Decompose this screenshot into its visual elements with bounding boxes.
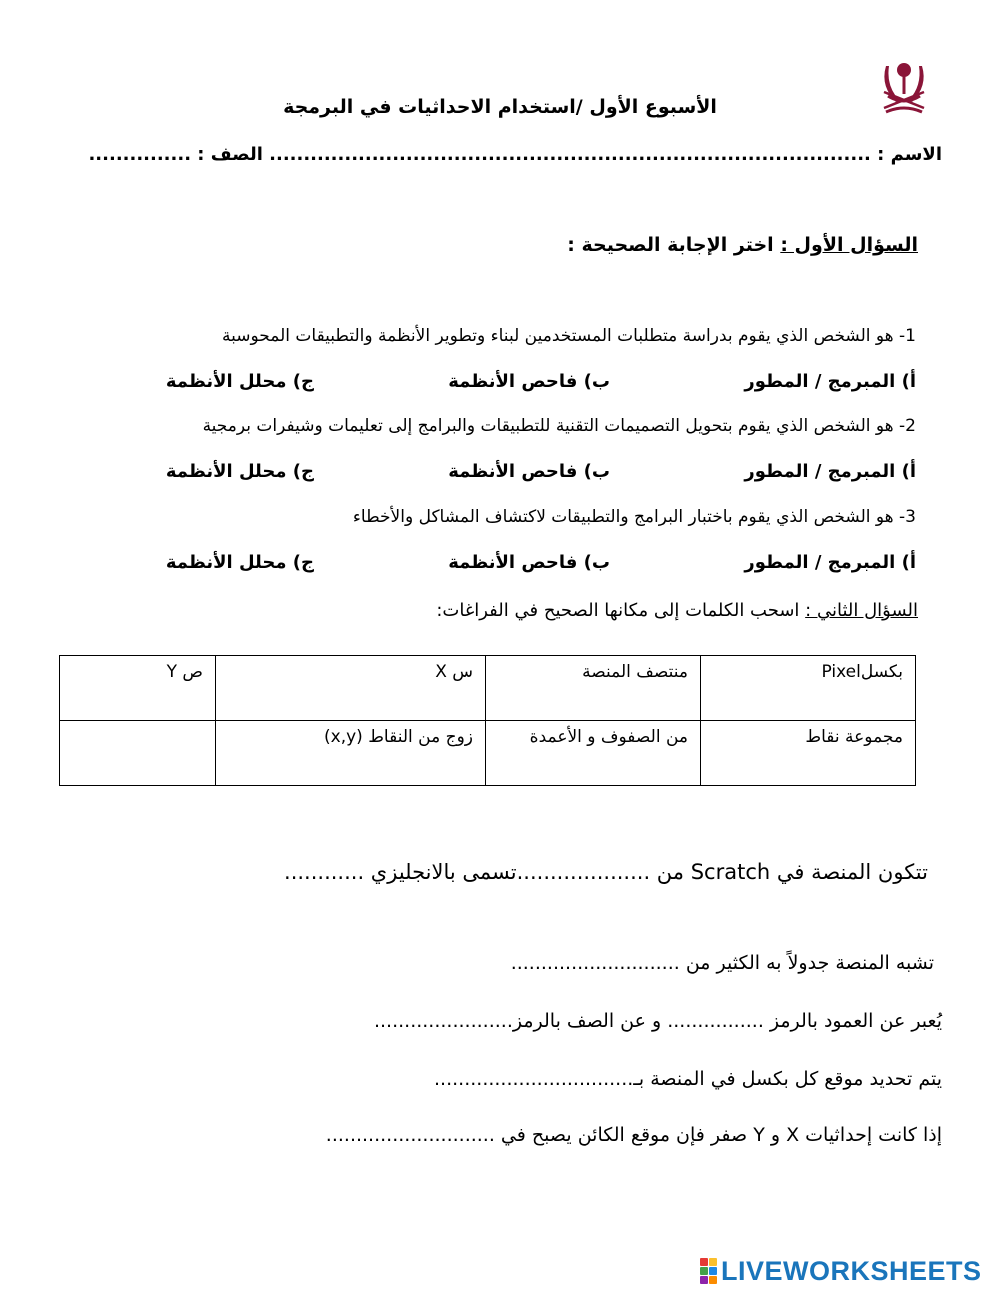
question-3-text: 3- هو الشخص الذي يقوم باختبار البرامج والتطبيقات لاكتشاف المشاكل والأخطاء	[352, 507, 916, 527]
question1-heading	[567, 234, 918, 256]
page-title: الأسبوع الأول /استخدام الاحداثيات في البرمجة	[283, 96, 717, 118]
fill-sentence-1[interactable]: تتكون المنصة في Scratch من ....................تسمى بالانجليزي ............	[284, 860, 928, 884]
question1-label: السؤال الأول :	[780, 234, 918, 256]
fill-sentence-3[interactable]: يُعبر عن العمود بالرمز ................ و عن الصف بالرمز.......................	[373, 1010, 942, 1032]
question-2-text: 2- هو الشخص الذي يقوم بتحويل التصميمات التقنية للتطبيقات والبرامج إلى تعليمات وشيفرات برمجية	[202, 416, 916, 436]
q2-option-c[interactable]: ج) محلل الأنظمة	[165, 461, 314, 482]
q3-option-a[interactable]: أ) المبرمج / المطور	[744, 552, 916, 573]
logo-badge-icon	[700, 1258, 717, 1284]
q2-option-a[interactable]: أ) المبرمج / المطور	[744, 461, 916, 482]
question-1-text: 1- هو الشخص الذي يقوم بدراسة متطلبات المستخدمين لبناء وتطوير الأنظمة والتطبيقات المحوسبة	[222, 326, 916, 346]
word-pixel[interactable]: بكسلPixel	[701, 656, 916, 721]
liveworksheets-logo	[700, 1256, 982, 1286]
question2-instruction: اسحب الكلمات إلى مكانها الصحيح في الفراغات:	[436, 600, 806, 621]
q1-option-a[interactable]: أ) المبرمج / المطور	[744, 371, 916, 392]
word-bank-table	[59, 655, 916, 786]
word-point-pair[interactable]: زوج من النقاط (x,y)	[216, 721, 486, 786]
word-stage-center[interactable]: منتصف المنصة	[486, 656, 701, 721]
word-set-of-points[interactable]: مجموعة نقاط	[701, 721, 916, 786]
q3-option-b[interactable]: ب) فاحص الأنظمة	[448, 552, 610, 573]
word-empty-cell	[60, 721, 216, 786]
word-y[interactable]: ص Y	[60, 656, 216, 721]
logo-text: LIVEWORKSHEETS	[721, 1255, 982, 1286]
q2-option-b[interactable]: ب) فاحص الأنظمة	[448, 461, 610, 482]
question1-instruction: اختر الإجابة الصحيحة :	[567, 234, 781, 256]
q1-option-b[interactable]: ب) فاحص الأنظمة	[448, 371, 610, 392]
q3-option-c[interactable]: ج) محلل الأنظمة	[165, 552, 314, 573]
name-class-line[interactable]: الاسم : ........................................................................................ الصف : ...............	[88, 144, 942, 165]
question2-label: السؤال الثاني :	[805, 600, 918, 621]
word-bank-row	[60, 656, 916, 721]
word-bank-row	[60, 721, 916, 786]
q1-option-c[interactable]: ج) محلل الأنظمة	[165, 371, 314, 392]
word-rows-and-columns[interactable]: من الصفوف و الأعمدة	[486, 721, 701, 786]
fill-sentence-5[interactable]: إذا كانت إحداثيات X و Y صفر فإن موقع الكائن يصبح في ............................	[325, 1124, 942, 1146]
fill-sentence-4[interactable]: يتم تحديد موقع كل بكسل في المنصة بـ.................................	[434, 1068, 942, 1090]
word-x[interactable]: س X	[216, 656, 486, 721]
question2-heading	[436, 600, 918, 621]
fill-sentence-2[interactable]: تشبه المنصة جدولاً به الكثير من ............................	[510, 952, 934, 974]
